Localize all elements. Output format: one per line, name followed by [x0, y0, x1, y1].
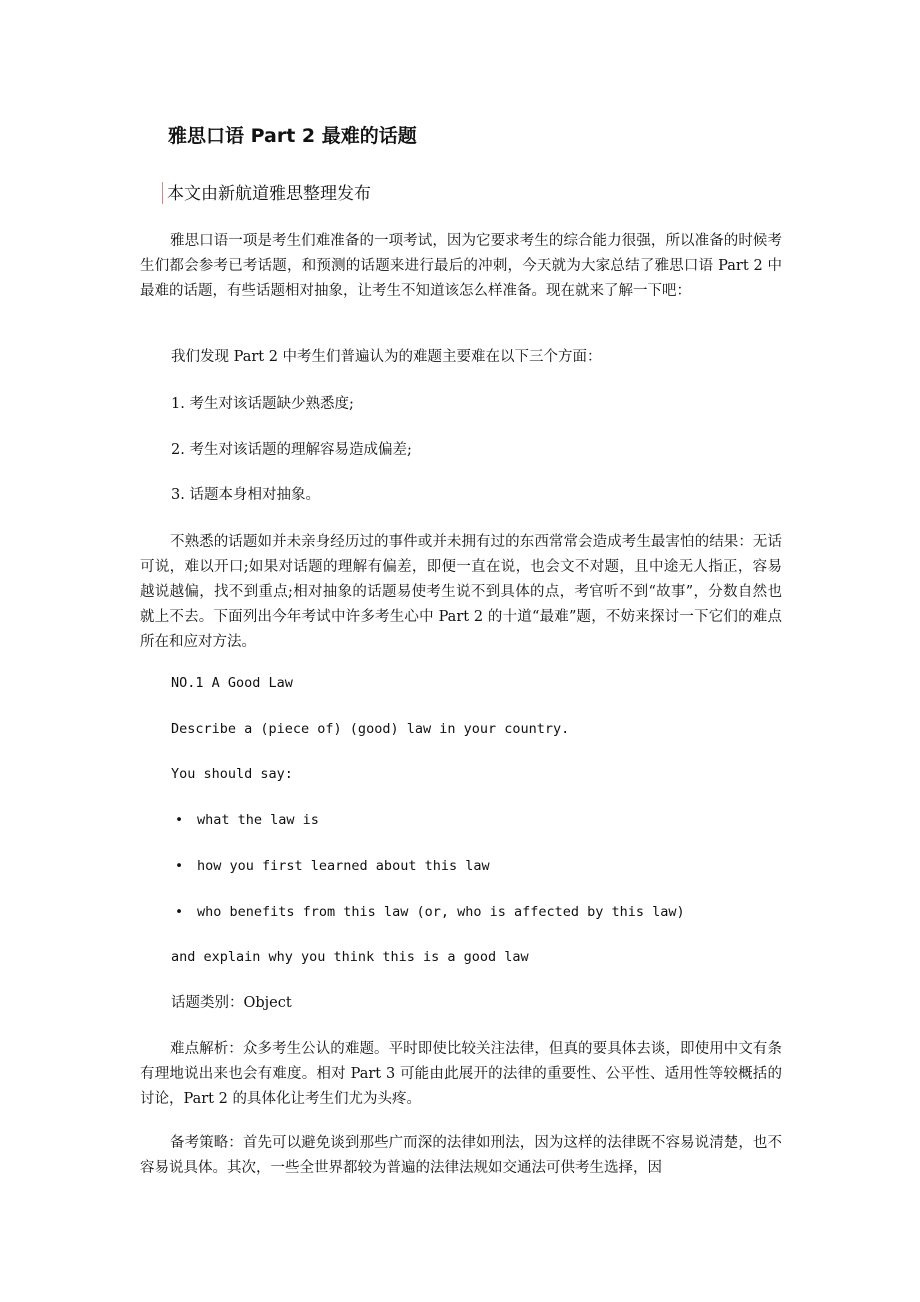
cue-bullet — [175, 808, 319, 833]
reason-item: 1. 考生对该话题缺少熟悉度; — [171, 396, 354, 412]
bullet-icon: • — [175, 904, 184, 920]
cue-text: what the law is — [197, 812, 319, 828]
edit-marker — [162, 182, 163, 204]
finding-line: 我们发现 Part 2 中考生们普遍认为的难题主要难在以下三个方面： — [171, 349, 602, 365]
should-say-line: You should say: — [171, 766, 293, 782]
analysis-paragraph: 难点解析：众多考生公认的难题。平时即使比较关注法律，但真的要具体去谈，即使用中文有条有理地说出来也会有难度。相对 Part 3 可能由此展开的法律的重要性、公平性、适用性等较概括的讨论，Part 2 的具体化让考生们尤为头疼。 — [140, 1041, 782, 1107]
explanation-paragraph: 不熟悉的话题如并未亲身经历过的事件或并未拥有过的东西常常会造成考生最害怕的结果：无话可说，难以开口;如果对话题的理解有偏差，即便一直在说，也会文不对题，且中途无人指正，容易越说越偏，找不到重点;相对抽象的话题易使考生说不到具体的点，考官听不到“故事”，分数自然也就上不去。下面列出今年考试中许多考生心中 Part 2 的十道“最难”题，不妨来探讨一下它们的难点所在和应对方法。 — [140, 534, 782, 650]
topic-heading: NO.1 A Good Law — [171, 675, 293, 691]
page-title: 雅思口语 Part 2 最难的话题 — [168, 125, 417, 147]
bullet-icon: • — [175, 812, 184, 828]
strategy-paragraph: 备考策略：首先可以避免谈到那些广而深的法律如刑法，因为这样的法律既不容易说清楚，也不容易说具体。其次，一些全世界都较为普遍的法律法规如交通法可供考生选择，因 — [140, 1135, 782, 1176]
closing-line: and explain why you think this is a good law — [171, 949, 529, 965]
reason-item: 2. 考生对该话题的理解容易造成偏差; — [171, 442, 412, 458]
bullet-icon: • — [175, 858, 184, 874]
subtitle: 本文由新航道雅思整理发布 — [167, 184, 371, 204]
topic-prompt: Describe a (piece of) (good) law in your country. — [171, 721, 570, 737]
reason-item: 3. 话题本身相对抽象。 — [171, 487, 320, 503]
cue-bullet — [175, 900, 685, 925]
cue-bullet — [175, 854, 490, 879]
intro-paragraph: 雅思口语一项是考生们难准备的一项考试，因为它要求考生的综合能力很强，所以准备的时候考生们都会参考已考话题，和预测的话题来进行最后的冲刺，今天就为大家总结了雅思口语 Part 2 中最难的话题，有些话题相对抽象，让考生不知道该怎么样准备。现在就来了解一下吧： — [140, 233, 782, 299]
category-line: 话题类别：Object — [171, 995, 292, 1011]
cue-text: who benefits from this law (or, who is affected by this law) — [197, 904, 685, 920]
cue-text: how you first learned about this law — [197, 858, 490, 874]
